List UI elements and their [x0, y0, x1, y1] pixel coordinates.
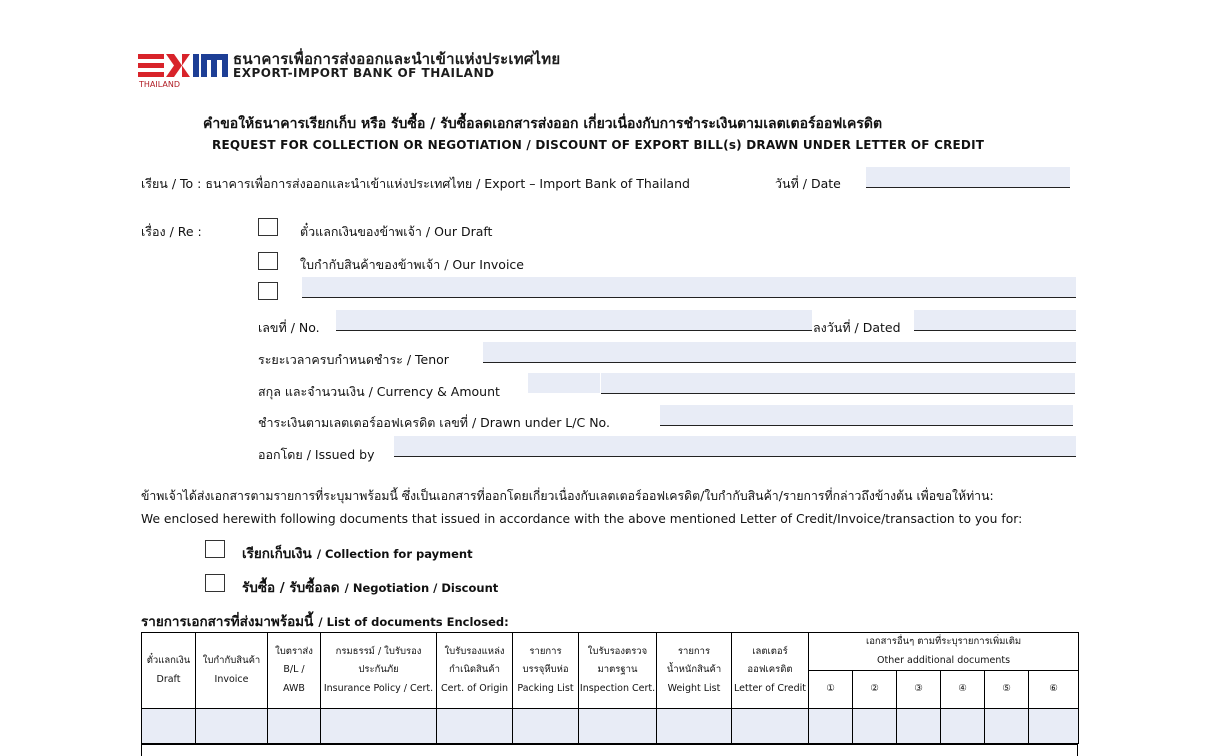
other-doc-4-count-field[interactable]	[941, 709, 985, 744]
other-doc-1-count-field[interactable]	[809, 709, 853, 744]
col-inspection: ใบรับรองตรวจ มาตรฐาน Inspection Cert.	[579, 633, 657, 709]
col-weight-list: รายการ น้ำหนักสินค้า Weight List	[657, 633, 732, 709]
re-label: เรื่อง / Re :	[141, 224, 202, 239]
collection-label-english: / Collection for payment	[316, 547, 473, 561]
form-title-thai: คำขอให้ธนาคารเรียกเก็บ หรือ รับซื้อ / รับซื้อลดเอกสารส่งออก เกี่ยวเนื่องกับการชำระเงินตามเลตเตอร์ออฟเครดิต	[203, 116, 883, 132]
collection-option	[242, 542, 473, 564]
amount-field[interactable]	[601, 373, 1075, 394]
col-draft: ตั๋วแลกเงิน Draft	[142, 633, 196, 709]
our-invoice-checkbox[interactable]	[258, 252, 278, 270]
letter-of-credit-count-field[interactable]	[732, 709, 809, 744]
bl-awb-count-field[interactable]	[268, 709, 321, 744]
issued-by-label: ออกโดย / Issued by	[258, 447, 375, 462]
other-doc-2-count-field[interactable]	[853, 709, 897, 744]
documents-table	[141, 632, 1079, 744]
date-label: วันที่ / Date	[775, 176, 841, 191]
lc-number-field[interactable]	[660, 405, 1073, 426]
col-packing-list: รายการ บรรจุหีบห่อ Packing List	[513, 633, 579, 709]
documents-heading-english: / List of documents Enclosed:	[318, 615, 509, 629]
tenor-label: ระยะเวลาครบกำหนดชำระ / Tenor	[258, 352, 449, 367]
packing-list-count-field[interactable]	[513, 709, 579, 744]
col-cert-origin: ใบรับรองแหล่ง กำเนิดสินค้า Cert. of Origin	[437, 633, 513, 709]
negotiation-checkbox[interactable]	[205, 574, 225, 592]
additional-documents-row	[141, 744, 1078, 756]
col-invoice: ใบกำกับสินค้า Invoice	[196, 633, 268, 709]
draft-count-field[interactable]	[142, 709, 196, 744]
currency-field[interactable]	[528, 373, 600, 393]
statement-english: We enclosed herewith following documents that issued in accordance with the above mentioned Letter of Credit/Invoice/transaction to you for:	[141, 512, 1023, 526]
other-doc-5-count-field[interactable]	[985, 709, 1029, 744]
inspection-count-field[interactable]	[579, 709, 657, 744]
documents-heading-thai: รายการเอกสารที่ส่งมาพร้อมนี้	[141, 614, 314, 630]
documents-heading	[141, 610, 509, 632]
number-field[interactable]	[336, 310, 812, 331]
number-label: เลขที่ / No.	[258, 320, 320, 335]
tenor-field[interactable]	[483, 342, 1076, 363]
bank-name-english: EXPORT-IMPORT BANK OF THAILAND	[233, 66, 495, 80]
weight-list-count-field[interactable]	[657, 709, 732, 744]
currency-amount-label: สกุล และจำนวนเงิน / Currency & Amount	[258, 384, 500, 399]
other-description-field[interactable]	[302, 277, 1076, 298]
col-other-documents: เอกสารอื่นๆ ตามที่ระบุรายการเพิ่มเติม Other additional documents	[809, 633, 1079, 671]
dated-label: ลงวันที่ / Dated	[813, 320, 901, 335]
invoice-count-field[interactable]	[196, 709, 268, 744]
lc-number-label: ชำระเงินตามเลตเตอร์ออฟเครดิต เลขที่ / Drawn under L/C No.	[258, 415, 610, 430]
other-doc-number: ③	[897, 671, 941, 709]
our-invoice-label: ใบกำกับสินค้าของข้าพเจ้า / Our Invoice	[300, 257, 524, 272]
other-doc-number: ⑤	[985, 671, 1029, 709]
other-doc-number: ④	[941, 671, 985, 709]
collection-label-thai: เรียกเก็บเงิน	[242, 546, 312, 562]
other-doc-6-count-field[interactable]	[1029, 709, 1079, 744]
our-draft-checkbox[interactable]	[258, 218, 278, 236]
other-doc-number: ⑥	[1029, 671, 1079, 709]
col-letter-of-credit: เลตเตอร์ ออฟเครดิต Letter of Credit	[732, 633, 809, 709]
statement-thai: ข้าพเจ้าได้ส่งเอกสารตามรายการที่ระบุมาพร้อมนี้ ซึ่งเป็นเอกสารที่ออกโดยเกี่ยวเนื่องกับเลตเตอร์ออฟเครดิต/ใบกำกับสินค้า/รายการที่กล่าวถึงข้างต้น เพื่อขอให้ท่าน:	[141, 489, 994, 503]
negotiation-option	[242, 576, 498, 598]
insurance-count-field[interactable]	[321, 709, 437, 744]
our-draft-label: ตั๋วแลกเงินของข้าพเจ้า / Our Draft	[300, 224, 493, 239]
collection-checkbox[interactable]	[205, 540, 225, 558]
form-title-english: REQUEST FOR COLLECTION OR NEGOTIATION / DISCOUNT OF EXPORT BILL(s) DRAWN UNDER LETTER OF CREDIT	[212, 138, 985, 152]
other-doc-number: ②	[853, 671, 897, 709]
logo-subtext: THAILAND	[139, 80, 180, 89]
cert-origin-count-field[interactable]	[437, 709, 513, 744]
to-label: เรียน / To : ธนาคารเพื่อการส่งออกและนำเข้าแห่งประเทศไทย / Export – Import Bank of Thailand	[141, 176, 690, 191]
other-doc-3-count-field[interactable]	[897, 709, 941, 744]
exim-logo-mark	[138, 52, 228, 80]
other-doc-number: ①	[809, 671, 853, 709]
date-field[interactable]	[866, 167, 1070, 188]
bank-name-thai: ธนาคารเพื่อการส่งออกและนำเข้าแห่งประเทศไทย	[233, 50, 561, 68]
issued-by-field[interactable]	[394, 436, 1076, 457]
negotiation-label-english: / Negotiation / Discount	[344, 581, 499, 595]
dated-field[interactable]	[914, 310, 1076, 331]
col-insurance: กรมธรรม์ / ใบรับรอง ประกันภัย Insurance Policy / Cert.	[321, 633, 437, 709]
other-checkbox[interactable]	[258, 282, 278, 300]
negotiation-label-thai: รับซื้อ / รับซื้อลด	[242, 580, 340, 596]
col-bl-awb: ใบตราส่ง B/L / AWB	[268, 633, 321, 709]
